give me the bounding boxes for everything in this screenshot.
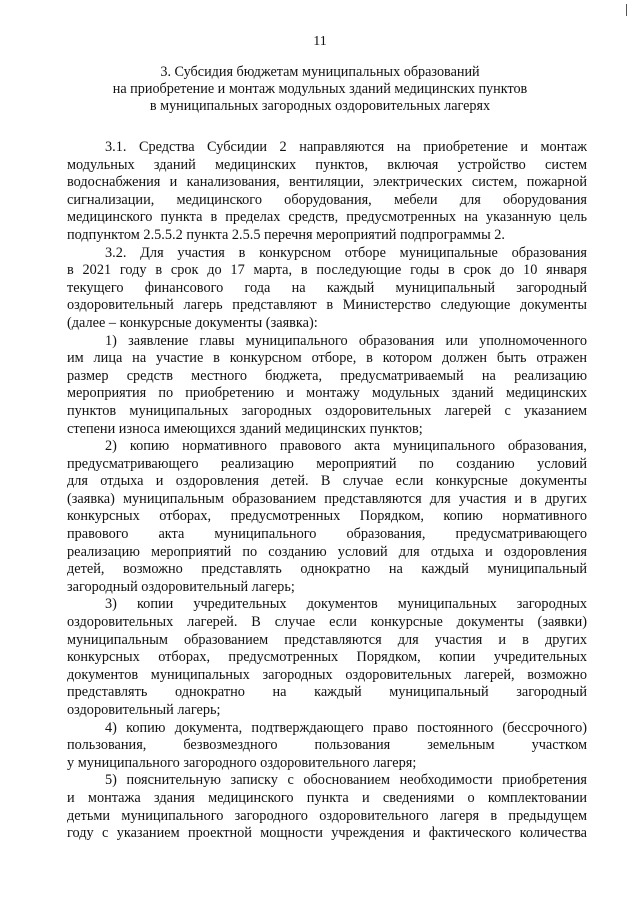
paragraph-line: (заявка) муниципальным образованием представляются для участия и в других: [67, 490, 587, 507]
paragraph-line: предусматривающего реализацию мероприятий по созданию условий: [67, 455, 587, 472]
paragraph-line: сигнализации, медицинского оборудования, мебели для оборудования: [67, 191, 587, 208]
section-heading-line: в муниципальных загородных оздоровительных лагерях: [149, 98, 491, 114]
paragraph-line: 4) копию документа, подтверждающего право постоянного (бессрочного): [105, 719, 587, 736]
paragraph-line: оздоровительный лагерь представляют в Министерство следующие документы: [67, 297, 587, 314]
paragraph-line: документов муниципальных загородных оздоровительных лагерей, возможно: [67, 666, 587, 683]
paragraph-line: представлять однократно на каждый муниципальный загородный: [67, 684, 587, 701]
paragraph-line: для отдыха и оздоровления детей. В случае если конкурсные документы: [67, 473, 587, 490]
section-heading-line: 3. Субсидия бюджетам муниципальных образований: [160, 64, 480, 80]
paragraph-line: водоснабжения и канализования, вентиляции, электрических систем, пожарной: [67, 174, 587, 191]
paragraph: [67, 333, 587, 439]
paragraph-line: оздоровительный лагерь;: [67, 702, 221, 718]
paragraph: [67, 438, 587, 596]
paragraph-line: правового акта муниципального образования, предусматривающего: [67, 526, 587, 543]
paragraph-line: степени износа имеющихся зданий медицинских пунктов;: [67, 420, 423, 437]
paragraph-line: в 2021 году в срок до 17 марта, в последующие годы в срок до 10 января: [67, 262, 587, 279]
paragraph-line: им лица на участие в конкурсном отборе, в котором должен быть отражен: [67, 350, 587, 367]
paragraph-line: загородный оздоровительный лагерь;: [67, 578, 295, 595]
paragraph-line: 3.1. Средства Субсидии 2 направляются на приобретение и монтаж: [105, 139, 587, 155]
paragraph-line: оздоровительных лагерей. В случае если конкурсные документы (заявки): [67, 614, 587, 631]
paragraph: [67, 772, 587, 842]
page-number: 11: [313, 34, 327, 49]
paragraph-line: пунктов муниципальных загородных оздоровительных лагерей с указанием: [67, 402, 587, 419]
paragraph-line: размер средств местного бюджета, предусматриваемый на реализацию: [67, 367, 587, 384]
paragraph-line: детьми муниципального загородного оздоровительного лагеря в предыдущем: [67, 807, 587, 824]
paragraph: [67, 139, 587, 245]
paragraph-line: 2) копию нормативного правового акта муниципального образования,: [105, 438, 587, 455]
paragraph-line: медицинского пункта в пределах средств, предусмотренных на указанную цель: [67, 209, 587, 226]
paragraph: [67, 720, 587, 773]
section-heading: [70, 64, 570, 115]
paragraph-line: 3) копии учредительных документов муниципальных загородных: [105, 596, 587, 613]
paragraph-line: муниципальным образованием представляются для участия и в других: [67, 631, 587, 648]
paragraph-line: конкурсных отборах, предусмотренных Порядком, копии учредительных: [67, 649, 587, 666]
document-body: [67, 139, 587, 843]
paragraph-line: пользования, безвозмездного пользования земельным участком: [67, 737, 587, 754]
paragraph-line: подпунктом 2.5.5.2 пункта 2.5.5 перечня мероприятий подпрограммы 2.: [67, 226, 505, 243]
paragraph-line: 1) заявление главы муниципального образования или уполномоченного: [105, 332, 587, 349]
paragraph-line: году с указанием проектной мощности учреждения и фактического количества: [67, 825, 587, 842]
paragraph: [67, 245, 587, 333]
section-heading-line: на приобретение и монтаж модульных зданий медицинских пунктов: [112, 81, 528, 97]
paragraph-line: у муниципального загородного оздоровительного лагеря;: [67, 754, 417, 771]
paragraph-line: конкурсных отборах, предусмотренных Порядком, копию нормативного: [67, 508, 587, 525]
paragraph-line: и монтажа здания медицинского пункта и сведениями о комплектовании: [67, 789, 587, 806]
paragraph-line: текущего финансового года на каждый муниципальный загородный: [67, 279, 587, 296]
paragraph: [67, 596, 587, 719]
scan-edge-mark: [626, 4, 627, 16]
paragraph-line: мероприятия по приобретению и монтажу модульных зданий медицинских: [67, 385, 587, 402]
paragraph-line: (далее – конкурсные документы (заявка):: [67, 314, 318, 331]
paragraph-line: реализацию мероприятий по созданию условий для отдыха и оздоровления: [67, 543, 587, 560]
paragraph-line: модульных зданий медицинских пунктов, включая устройство систем: [67, 156, 587, 173]
paragraph-line: 5) пояснительную записку с обоснованием необходимости приобретения: [105, 772, 587, 789]
paragraph-line: 3.2. Для участия в конкурсном отборе муниципальные образования: [105, 244, 587, 261]
paragraph-line: детей, возможно представлять однократно на каждый муниципальный: [67, 561, 587, 578]
